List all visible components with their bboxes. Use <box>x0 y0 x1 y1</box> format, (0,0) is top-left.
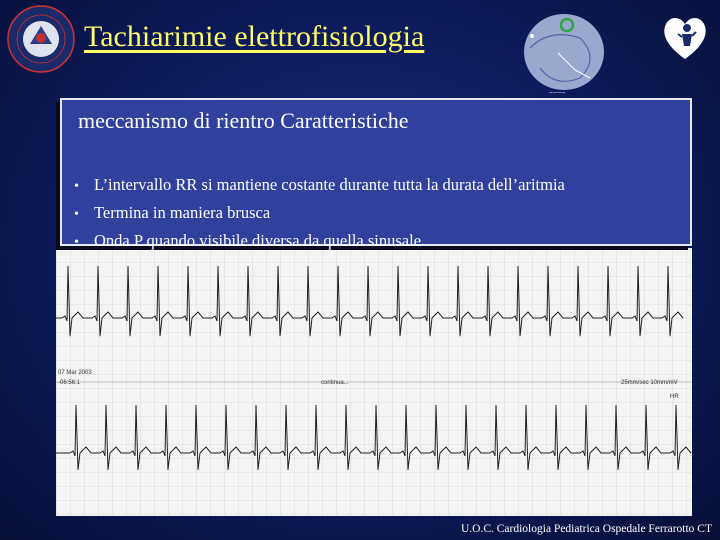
bullet-list <box>74 172 565 256</box>
university-seal-icon <box>6 4 76 74</box>
bullet-item <box>74 172 565 200</box>
bullet-text: Termina in maniera brusca <box>94 203 271 222</box>
bullet-item <box>74 200 565 228</box>
heart-diagram-caption: ~~~~ <box>549 90 566 97</box>
pediatric-cardiology-logo-icon <box>654 4 716 66</box>
bullet-dot-icon: • <box>74 179 79 194</box>
ecg-hr-label: HR <box>670 394 679 400</box>
bullet-dot-icon: • <box>74 207 79 222</box>
ecg-speed-label: 25mm/sec 10mm/mV <box>621 380 678 386</box>
footer-credit: U.O.C. Cardiologia Pediatrica Ospedale Ferrarotto CT <box>460 523 712 535</box>
panel-heading: meccanismo di rientro Caratteristiche <box>78 108 409 133</box>
bullet-dot-icon: • <box>74 235 79 250</box>
characteristics-panel <box>60 98 692 250</box>
bullet-text: L’intervallo RR si mantiene costante durante tutta la durata dell’aritmia <box>94 175 565 194</box>
bullet-item <box>74 228 565 256</box>
ecg-strip <box>56 248 692 516</box>
heart-circuit-diagram-icon <box>520 8 610 96</box>
ecg-time-label: -06:56:1 <box>58 380 81 386</box>
ecg-continua-label: continua... <box>321 380 349 386</box>
slide-title: Tachiarimie elettrofisiologia <box>84 20 425 53</box>
bullet-text: Onda P quando visibile diversa da quella sinusale <box>94 231 422 250</box>
ecg-date-label: 07 Mar 2003 <box>58 370 92 376</box>
